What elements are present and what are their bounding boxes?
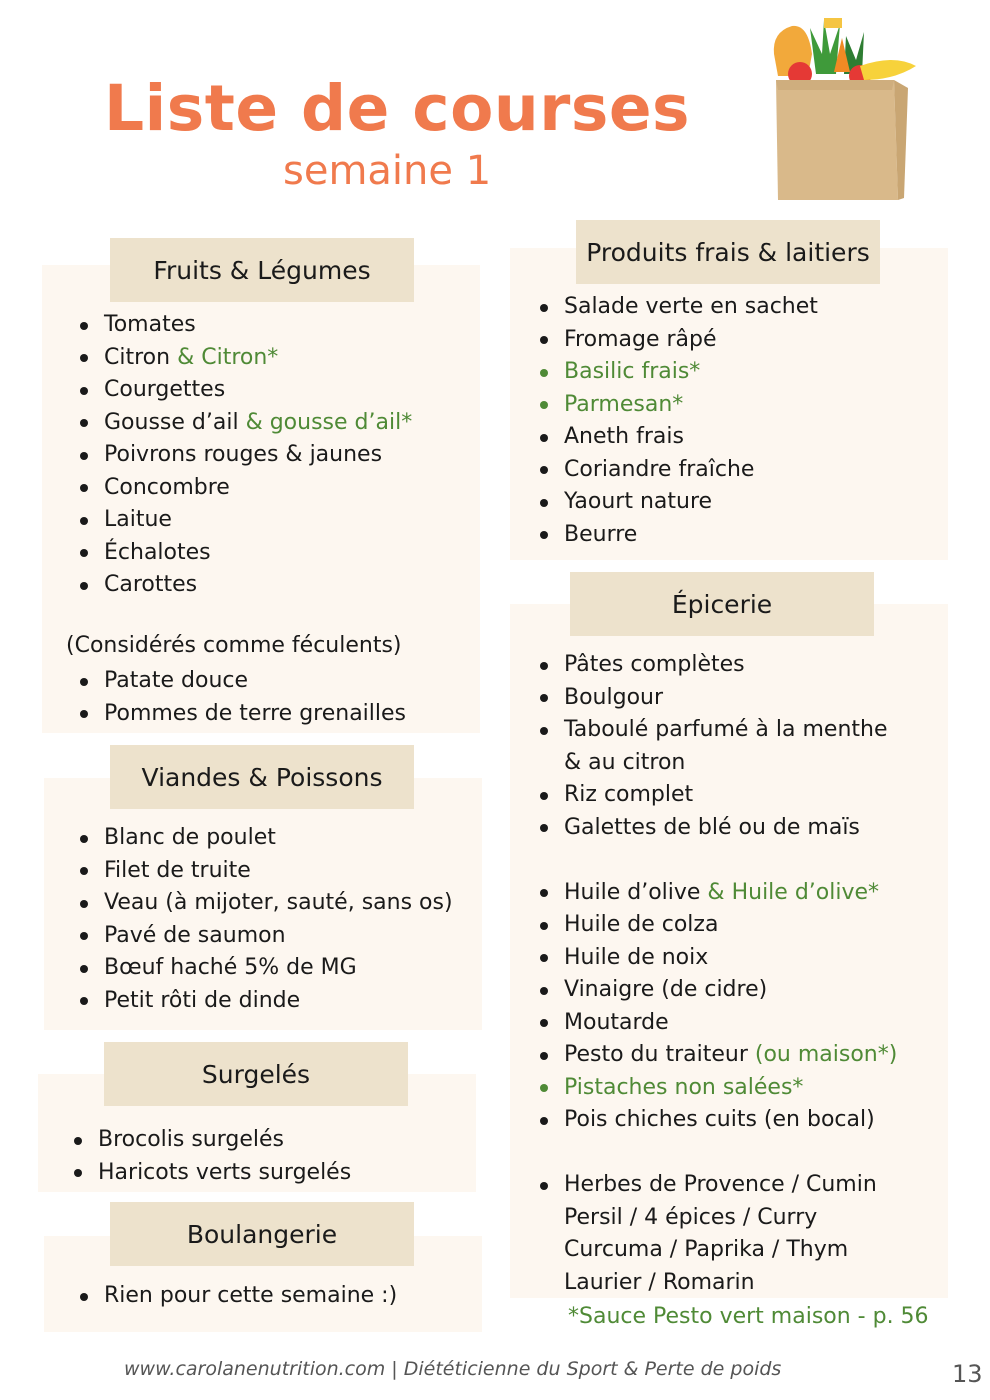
list-item: Laitue: [66, 504, 412, 537]
list-item: Pâtes complètes: [526, 649, 897, 682]
page-number: 13: [952, 1360, 983, 1388]
boulangerie-list: [66, 1280, 397, 1313]
list-item: Pavé de saumon: [66, 920, 453, 953]
list-item: Brocolis surgelés: [60, 1124, 351, 1157]
list-item: Vinaigre (de cidre): [526, 974, 897, 1007]
list-item: Coriandre fraîche: [526, 454, 818, 487]
viandes-poissons-heading: Viandes & Poissons: [110, 745, 414, 809]
pesto-footnote: *Sauce Pesto vert maison - p. 56: [568, 1304, 929, 1329]
list-item: Gousse d’ail & gousse d’ail*: [66, 407, 412, 440]
list-item: Pesto du traiteur (ou maison*): [526, 1039, 897, 1072]
list-item: Parmesan*: [526, 389, 818, 422]
viandes-poissons-list: [66, 822, 453, 1017]
produits-frais-heading: Produits frais & laitiers: [576, 220, 880, 284]
list-item: Yaourt nature: [526, 486, 818, 519]
grocery-bag-icon: [764, 14, 924, 206]
starch-note: (Considérés comme féculents): [66, 633, 402, 658]
list-item: Huile de noix: [526, 942, 897, 975]
produits-frais-list: [526, 291, 818, 551]
epicerie-list: [526, 649, 897, 1299]
list-item: Patate douce: [66, 665, 406, 698]
list-item: Boulgour: [526, 682, 897, 715]
list-item: Basilic frais*: [526, 356, 818, 389]
fruits-legumes-heading: Fruits & Légumes: [110, 238, 414, 302]
list-item: Pommes de terre grenailles: [66, 698, 406, 731]
list-item: Moutarde: [526, 1007, 897, 1040]
list-item: Concombre: [66, 472, 412, 505]
list-item: Poivrons rouges & jaunes: [66, 439, 412, 472]
list-item: Taboulé parfumé à la menthe & au citron: [526, 714, 897, 779]
fruits-legumes-list: [66, 309, 412, 602]
page-title: Liste de courses: [104, 72, 691, 145]
list-item: Galettes de blé ou de maïs: [526, 812, 897, 845]
list-item: Pistaches non salées*: [526, 1072, 897, 1105]
list-item: Riz complet: [526, 779, 897, 812]
list-item: Blanc de poulet: [66, 822, 453, 855]
list-item: Échalotes: [66, 537, 412, 570]
list-item: Veau (à mijoter, sauté, sans os): [66, 887, 453, 920]
page-subtitle: semaine 1: [283, 148, 492, 194]
starch-list: [66, 665, 406, 730]
surgeles-list: [60, 1124, 351, 1189]
footer-website: www.carolanenutrition.com | Diététicienne du Sport & Perte de poids: [124, 1358, 782, 1380]
list-item: Beurre: [526, 519, 818, 552]
list-item: Tomates: [66, 309, 412, 342]
list-item: Citron & Citron*: [66, 342, 412, 375]
list-item: Pois chiches cuits (en bocal): [526, 1104, 897, 1137]
list-item: Huile d’olive & Huile d’olive*: [526, 877, 897, 910]
list-item: Petit rôti de dinde: [66, 985, 453, 1018]
list-item: Carottes: [66, 569, 412, 602]
list-item: Herbes de Provence / Cumin Persil / 4 épices / Curry Curcuma / Paprika / Thym Laurier / Romarin: [526, 1169, 897, 1299]
boulangerie-heading: Boulangerie: [110, 1202, 414, 1266]
surgeles-heading: Surgelés: [104, 1042, 408, 1106]
list-item: Haricots verts surgelés: [60, 1157, 351, 1190]
epicerie-heading: Épicerie: [570, 572, 874, 636]
list-item: Huile de colza: [526, 909, 897, 942]
list-item: Courgettes: [66, 374, 412, 407]
list-item: Bœuf haché 5% de MG: [66, 952, 453, 985]
list-item: Fromage râpé: [526, 324, 818, 357]
list-item: Rien pour cette semaine :): [66, 1280, 397, 1313]
list-item: Salade verte en sachet: [526, 291, 818, 324]
list-item: Aneth frais: [526, 421, 818, 454]
list-item: Filet de truite: [66, 855, 453, 888]
